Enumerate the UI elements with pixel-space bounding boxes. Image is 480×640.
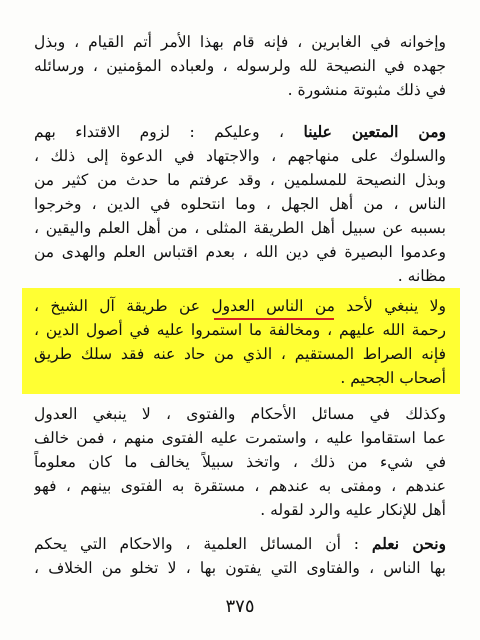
lead-phrase: ونحن نعلم	[371, 534, 446, 553]
text-line: أهل للإنكار عليه والرد لقوله .	[260, 501, 446, 519]
text-line	[34, 120, 446, 144]
paragraph-5	[34, 532, 446, 580]
text-line: عندهم ، ومفتى به عندهم ، مستقرة به الفتوى بينهم ، فهو	[34, 477, 446, 495]
paragraph-2	[34, 120, 446, 288]
text-line: ولا ينبغي لأحد من الناس العدول عن طريقة آل الشيخ ،	[34, 297, 446, 315]
text-line: الناس ، من أهل الجهل ، وما انتحلوه في الدين ، وخرجوا	[34, 195, 446, 213]
text-line: وكذلك في مسائل الأحكام والفتوى ، لا ينبغي العدول	[34, 405, 446, 423]
lead-rest: ، وعليكم : لزوم الاقتداء بهم	[34, 123, 304, 141]
text-line: أصحاب الجحيم .	[340, 369, 446, 387]
text-line: في ذلك مثبوتة منشورة .	[287, 81, 446, 99]
paragraph-4	[34, 402, 446, 522]
text-line: والسلوك على منهاجهم ، والاجتهاد في الدعوة إلى ذلك ،	[34, 147, 446, 165]
text-line: وبذل النصيحة للمسلمين ، وقد عرفتم ما حدث من كثير من	[34, 171, 446, 189]
paragraph-3-highlighted	[34, 294, 446, 390]
lead-rest: : أن المسائل العلمية ، والاحكام التي يحكم	[34, 535, 372, 553]
text-line: بها الناس ، والفتاوى التي يفتون بها ، لا تخلو من الخلاف ،	[34, 559, 446, 577]
lead-phrase: ومن المتعين علينا	[303, 122, 446, 141]
text-line: وعدموا البصيرة في دين الله ، بعدم اقتباس العلم والهدى من	[34, 243, 446, 261]
paragraph-1	[34, 30, 446, 102]
text-line: في شيء من ذلك ، واتخذ سبيلاً يخالف ما كان معلوماً	[34, 453, 446, 471]
text-line: فإنه الصراط المستقيم ، الذي من حاد عنه فقد سلك طريق	[34, 345, 446, 363]
text-line: جهده في النصيحة لله ولرسوله ، ولعباده المؤمنين ، ورسائله	[34, 57, 446, 75]
text-line: رحمة الله عليهم ، ومخالفة ما استمروا عليه في أصول الدين ،	[34, 321, 446, 339]
text-line: مظانه .	[397, 267, 446, 285]
text-line: عما استقاموا عليه ، واستمرت عليه الفتوى منهم ، فمن خالف	[34, 429, 446, 447]
text-line: بسببه عن سبيل أهل الطريقة المثلى ، من أهل العلم واليقين ،	[34, 219, 446, 237]
text-line: وإخوانه في الغابرين ، فإنه قام بهذا الأمر أتم القيام ، وبذل	[34, 33, 446, 51]
text-line	[34, 532, 446, 556]
page-number: ٣٧٥	[225, 596, 255, 617]
